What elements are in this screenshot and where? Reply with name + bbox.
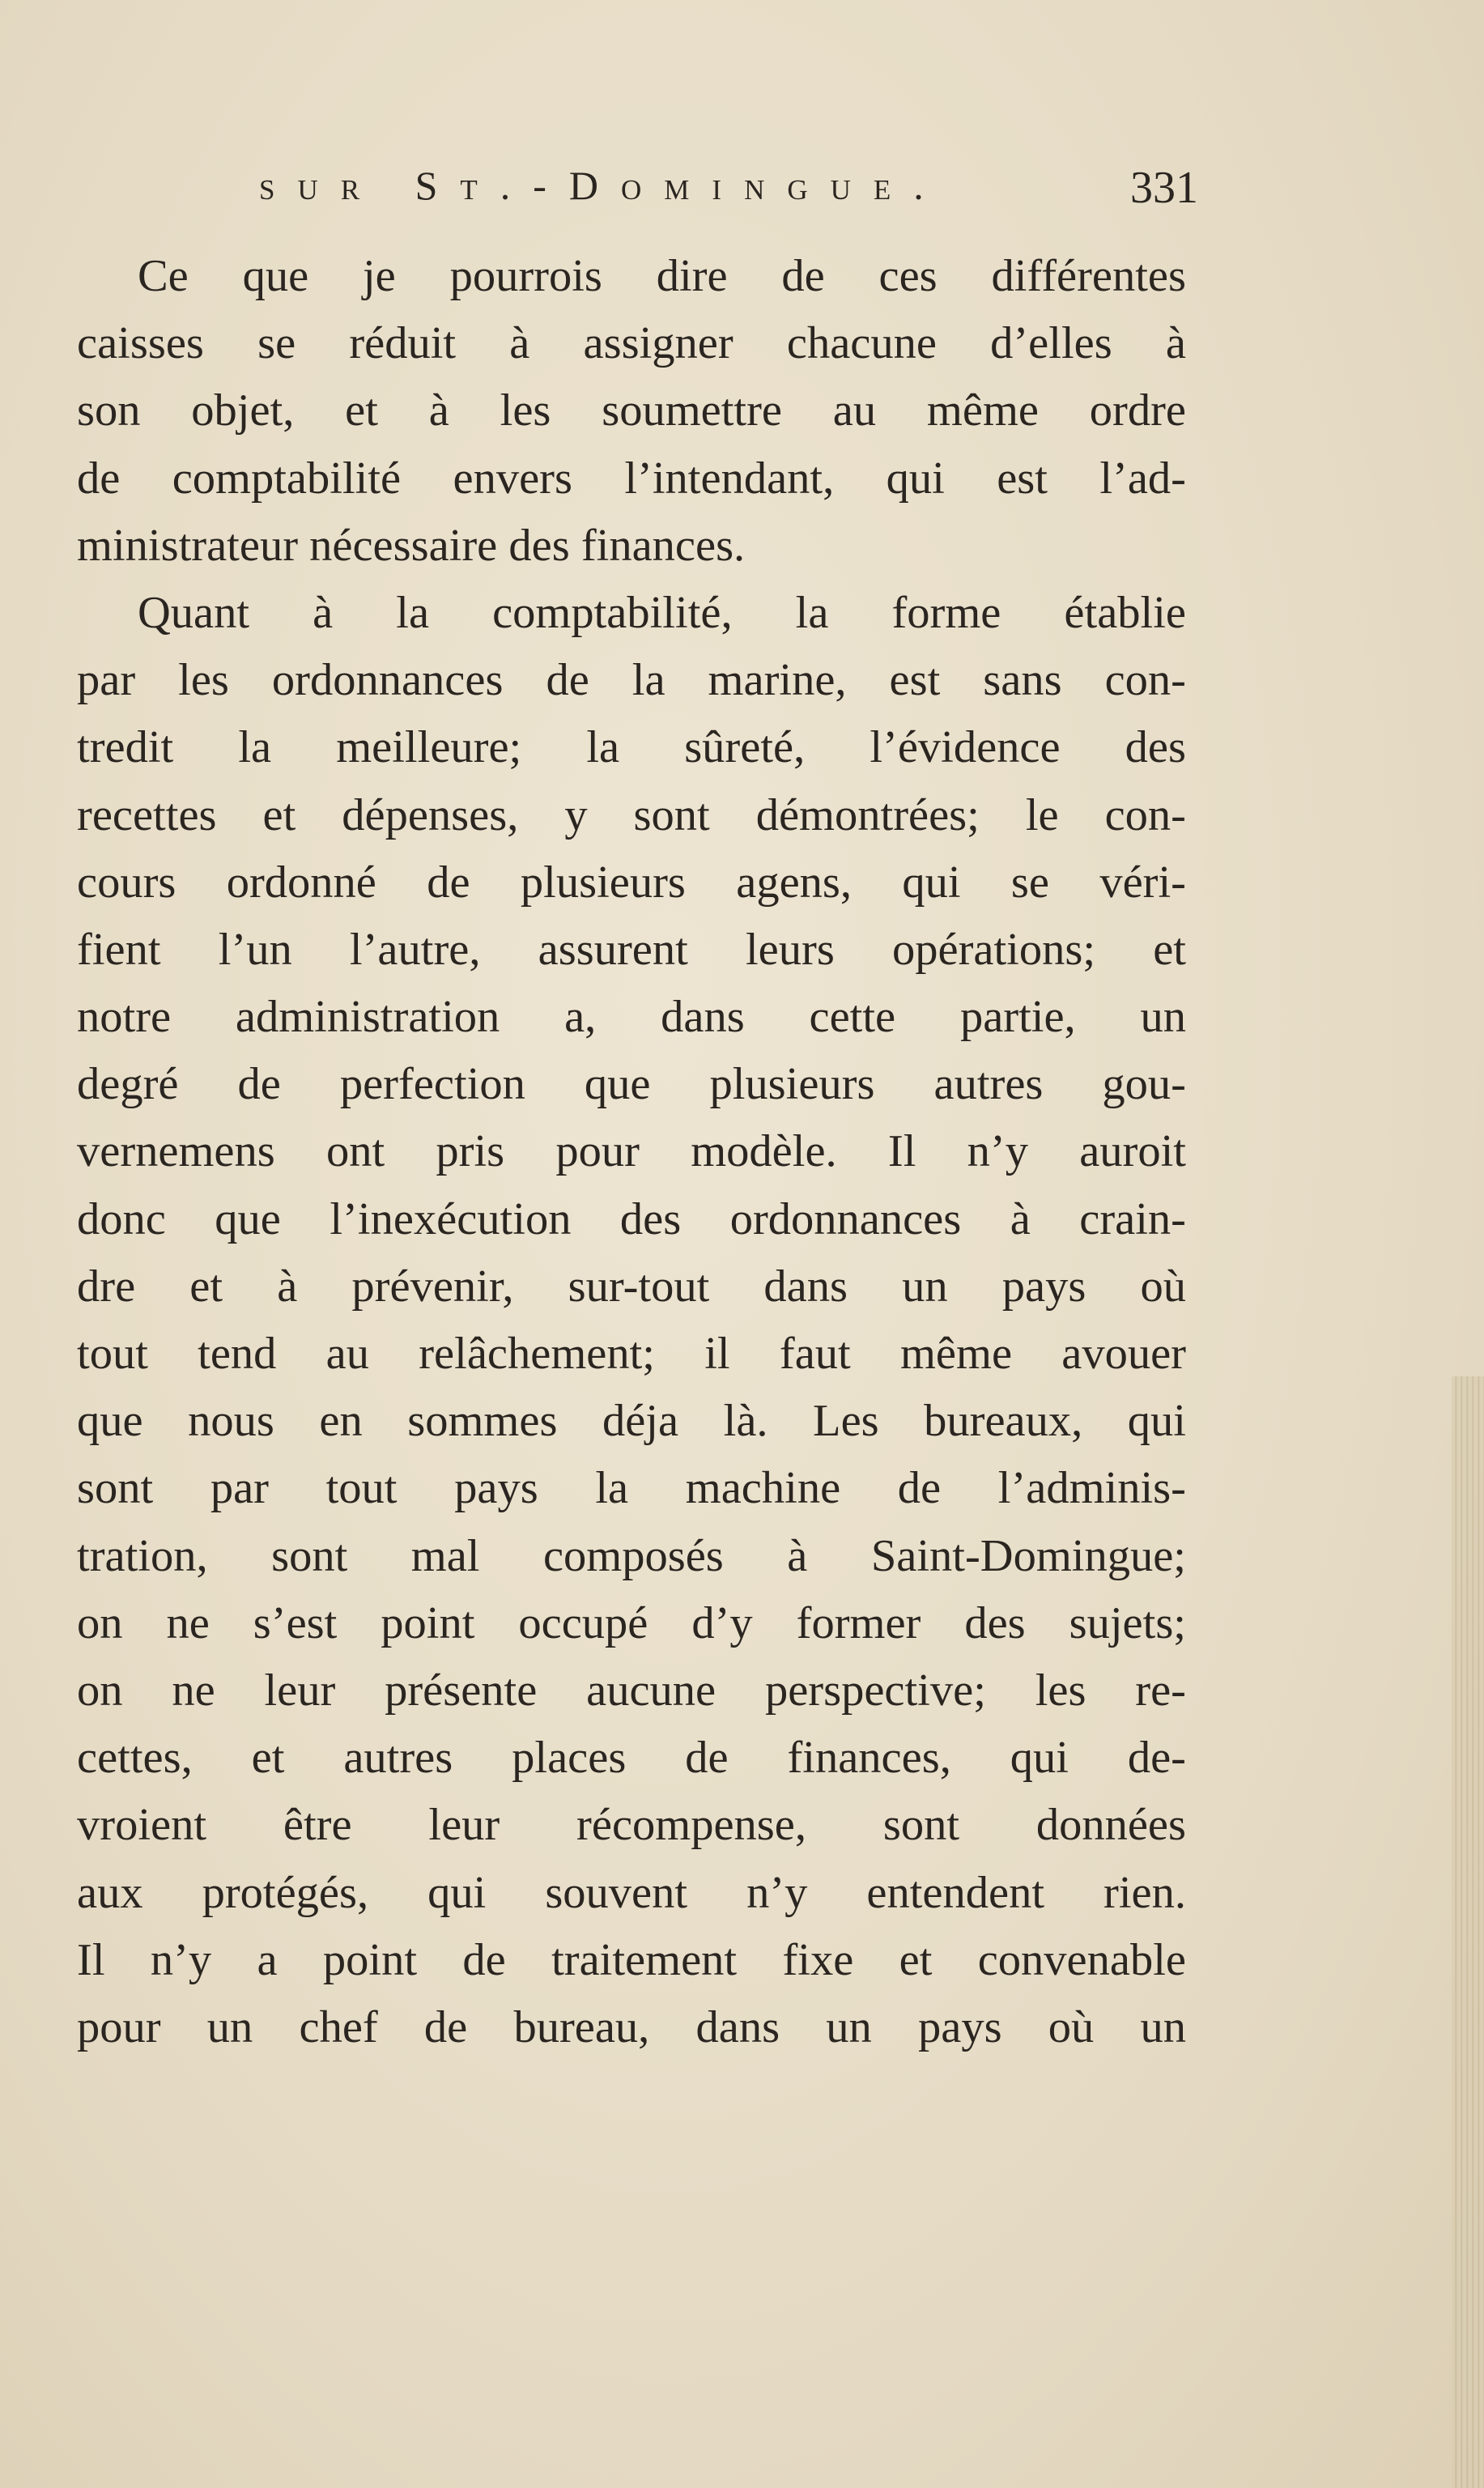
text-line: notre administration a, dans cette partie, un [77, 992, 1186, 1043]
text-line: son objet, et à les soumettre au même ordre [77, 385, 1186, 436]
text-line: Il n’y a point de traitement fixe et convenable [77, 1934, 1186, 1985]
text-line: de comptabilité envers l’intendant, qui est l’ad- [77, 453, 1186, 504]
text-line: on ne leur présente aucune perspective; les re- [77, 1665, 1186, 1716]
text-line: cettes, et autres places de finances, qui de- [77, 1733, 1186, 1784]
text-line: pour un chef de bureau, dans un pays où un [77, 2001, 1186, 2052]
text-line: fient l’un l’autre, assurent leurs opérations; et [77, 924, 1186, 975]
text-line: vernemens ont pris pour modèle. Il n’y auroit [77, 1126, 1186, 1177]
running-head [259, 162, 1198, 227]
text-line: caisses se réduit à assigner chacune d’elles à [77, 318, 1186, 369]
body-text [77, 243, 1186, 2061]
text-line: que nous en sommes déja là. Les bureaux, qui [77, 1396, 1186, 1447]
text-line: tredit la meilleure; la sûreté, l’évidence des [77, 722, 1186, 773]
text-line: cours ordonné de plusieurs agens, qui se véri- [77, 857, 1186, 908]
text-line: ministrateur nécessaire des finances. [77, 520, 746, 571]
text-line: dre et à prévenir, sur-tout dans un pays où [77, 1261, 1186, 1312]
paragraph-1 [77, 243, 1186, 580]
text-line: vroient être leur récompense, sont données [77, 1800, 1186, 1851]
text-line: tout tend au relâchement; il faut même avouer [77, 1329, 1186, 1379]
text-line: Ce que je pourrois dire de ces différentes [138, 251, 1186, 301]
page-number: 331 [1130, 163, 1198, 213]
page-edge [1452, 1376, 1484, 2488]
paragraph-2 [77, 580, 1186, 2061]
text-line: Quant à la comptabilité, la forme établie [138, 587, 1186, 638]
text-line: aux protégés, qui souvent n’y entendent rien. [77, 1867, 1186, 1918]
text-line: donc que l’inexécution des ordonnances à crain- [77, 1193, 1186, 1244]
text-line: on ne s’est point occupé d’y former des sujets; [77, 1597, 1186, 1648]
text-line: par les ordonnances de la marine, est sans con- [77, 655, 1186, 706]
text-line: degré de perfection que plusieurs autres gou- [77, 1059, 1186, 1110]
running-head-title: sur St.-Domingue. [259, 163, 946, 208]
text-line: recettes et dépenses, y sont démontrées; le con- [77, 789, 1186, 840]
text-line: tration, sont mal composés à Saint-Domingue; [77, 1530, 1186, 1581]
text-line: sont par tout pays la machine de l’adminis- [77, 1463, 1186, 1514]
